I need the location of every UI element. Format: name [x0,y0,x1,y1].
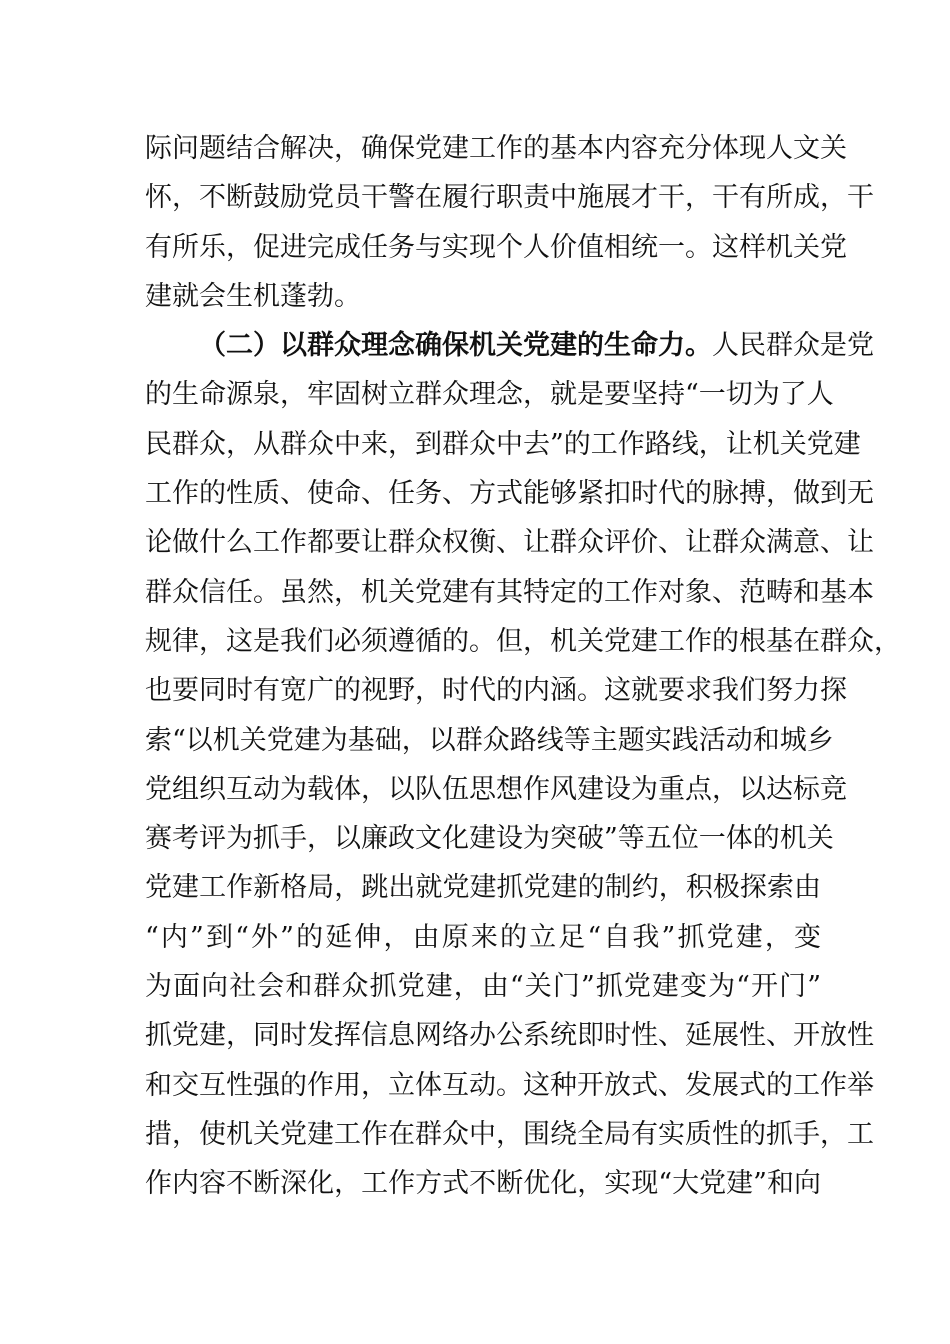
text-line: 为面向社会和群众抓党建，由“关门”抓党建变为“开门” [145,971,821,1003]
document-page [145,124,901,1209]
text-line: 际问题结合解决，确保党建工作的基本内容充分体现人文关 [145,133,847,164]
paragraph-2 [145,321,901,1208]
text-line: 党建工作新格局，跳出就党建抓党建的制约，积极探索由 [145,872,821,904]
text-line: 的生命源泉，牢固树立群众理念，就是要坚持“一切为了人 [145,379,834,411]
text-line: 群众信任。虽然，机关党建有其特定的工作对象、范畴和基本 [145,576,874,608]
text-line: 也要同时有宽广的视野，时代的内涵。这就要求我们努力探 [145,675,847,707]
text-line: 作内容不断深化，工作方式不断优化，实现“大党建”和向 [145,1168,821,1200]
text-line: 党组织互动为载体，以队伍思想作风建设为重点，以达标竞 [145,773,847,805]
text-line: 和交互性强的作用，立体互动。这种开放式、发展式的工作举 [145,1069,874,1101]
text-line: 工作的性质、使命、任务、方式能够紧扣时代的脉搏，做到无 [145,478,874,510]
text-line: 抓党建，同时发挥信息网络办公系统即时性、延展性、开放性 [145,1020,874,1052]
text-line: 民群众，从群众中来，到群众中去”的工作路线，让机关党建 [145,428,861,460]
text-line: 怀，不断鼓励党员干警在履行职责中施展才干，干有所成，干 [145,182,874,214]
text-line: 赛考评为抓手，以廉政文化建设为突破”等五位一体的机关 [145,823,834,855]
text-line: 论做什么工作都要让群众权衡、让群众评价、让群众满意、让 [145,527,874,559]
text-line: 有所乐，促进完成任务与实现个人价值相统一。这样机关党 [145,231,847,263]
section-heading: （二）以群众理念确保机关党建的生命力。 [199,330,712,362]
text-line-rest: 人民群众是党 [712,330,874,362]
text-line: “内”到“外”的延伸，由原来的立足“自我”抓党建，变 [145,921,821,953]
text-line: 建就会生机蓬勃。 [145,280,361,312]
text-line: 规律，这是我们必须遵循的。但，机关党建工作的根基在群众， [145,625,901,657]
text-line [145,321,874,370]
paragraph-1 [145,124,874,321]
text-line: 措，使机关党建工作在群众中，围绕全局有实质性的抓手，工 [145,1118,874,1150]
text-line: 索“以机关党建为基础，以群众路线等主题实践活动和城乡 [145,724,834,756]
